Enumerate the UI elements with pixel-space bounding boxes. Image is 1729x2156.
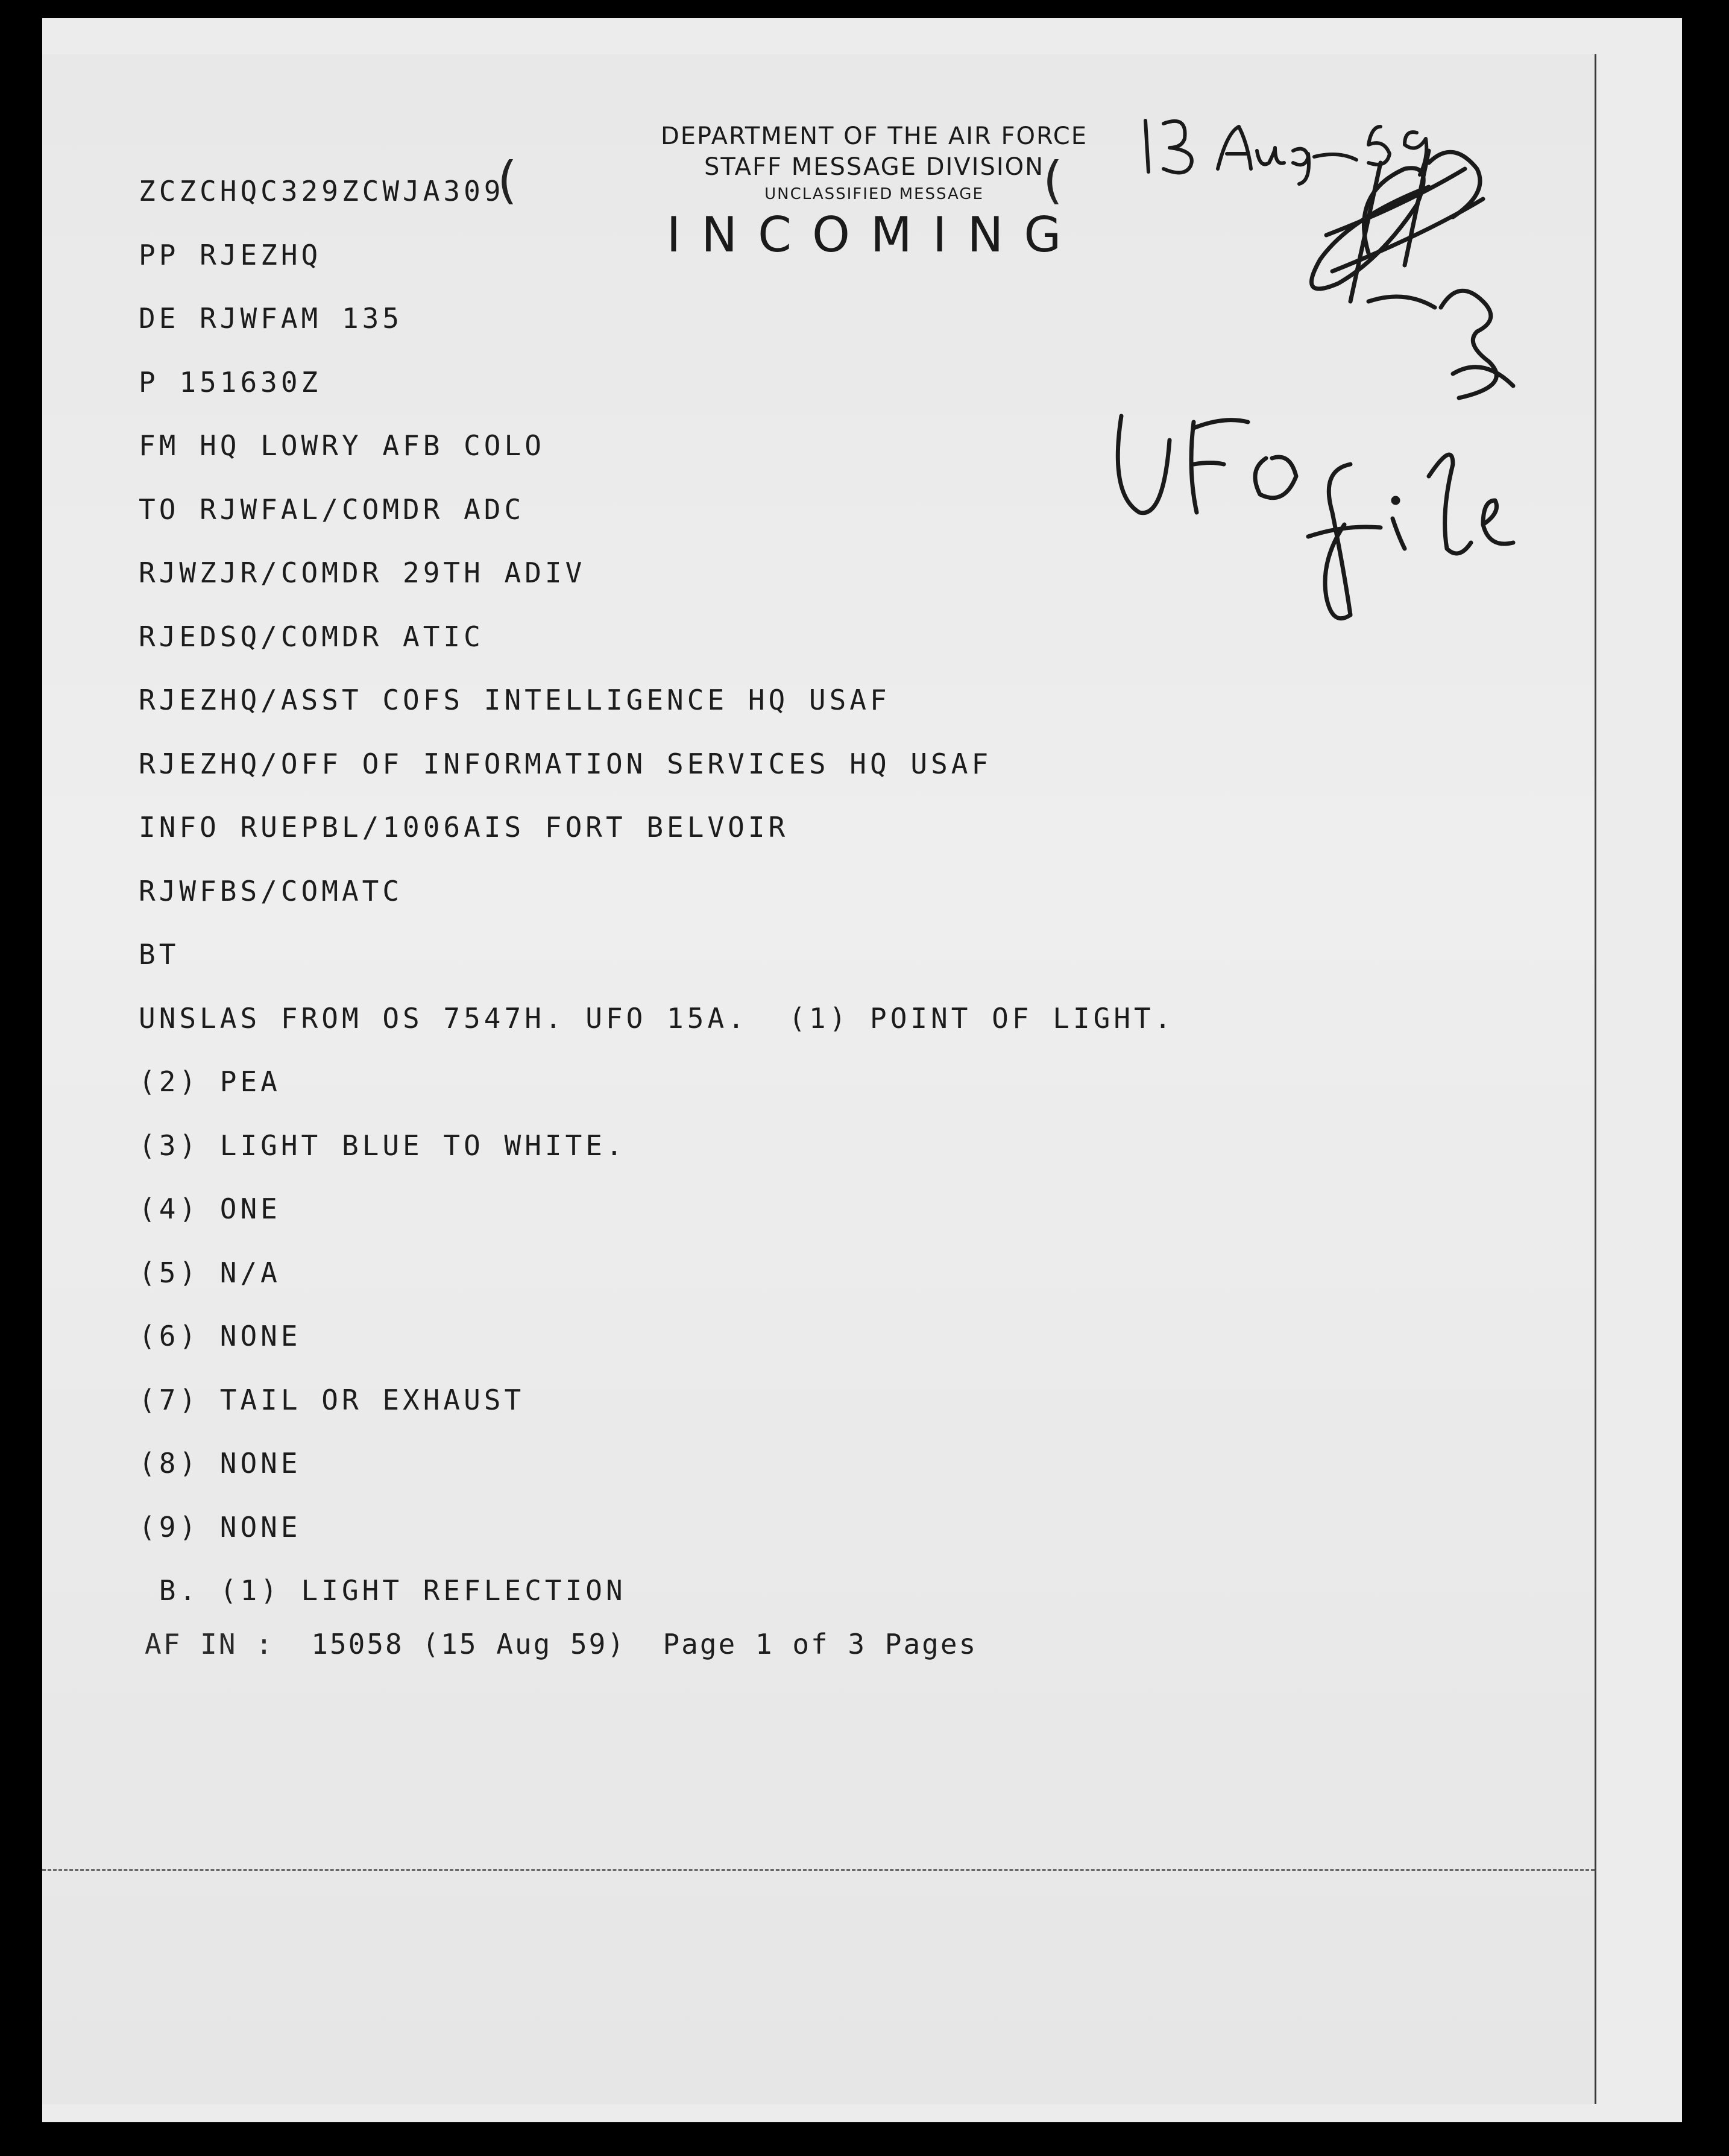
message-line: FM HQ LOWRY AFB COLO xyxy=(139,429,545,462)
scanned-sheet xyxy=(42,18,1682,2122)
message-line: DE RJWFAM 135 xyxy=(139,302,403,335)
message-line: BT xyxy=(139,938,180,971)
message-line: (8) NONE xyxy=(139,1447,301,1480)
direction-label: INCOMING xyxy=(666,207,1082,263)
message-body xyxy=(139,160,1174,1623)
department-title: DEPARTMENT OF THE AIR FORCE xyxy=(660,122,1088,150)
message-line: PP RJEZHQ xyxy=(139,238,322,271)
message-line: RJWFBS/COMATC xyxy=(139,874,403,907)
message-line: TO RJWFAL/COMDR ADC xyxy=(139,493,525,526)
message-line: RJEDSQ/COMDR ATIC xyxy=(139,620,484,653)
form-fold-line xyxy=(42,1869,1595,1871)
message-line: UNSLAS FROM OS 7547H. UFO 15A. (1) POINT OF LIGHT. xyxy=(139,1001,1175,1035)
handwritten-initials xyxy=(1311,151,1513,398)
message-line: P 151630Z xyxy=(139,365,322,399)
message-line: RJEZHQ/OFF OF INFORMATION SERVICES HQ USAF xyxy=(139,747,992,780)
handwritten-date xyxy=(1145,121,1426,184)
classification-label: UNCLASSIFIED MESSAGE xyxy=(764,185,984,203)
handwritten-annotations xyxy=(1067,102,1610,645)
af-in-number-and-page: 15058 (15 Aug 59) Page 1 of 3 Pages xyxy=(311,1628,978,1660)
af-in-label: AF IN : xyxy=(145,1628,274,1660)
message-line: (4) ONE xyxy=(139,1193,281,1225)
handwritten-ufo-note xyxy=(1118,416,1296,513)
message-line: (5) N/A xyxy=(139,1256,281,1289)
message-line: (2) PEA xyxy=(139,1065,281,1098)
message-line: (6) NONE xyxy=(139,1320,301,1352)
message-form xyxy=(42,54,1596,2104)
division-title: STAFF MESSAGE DIVISION xyxy=(704,153,1045,181)
right-bracket-mark: ( xyxy=(1043,151,1063,210)
message-line: (9) NONE xyxy=(139,1510,301,1543)
message-line: (3) LIGHT BLUE TO WHITE. xyxy=(139,1129,626,1162)
af-in-reference xyxy=(145,1628,977,1660)
message-line: ZCZCHQC329ZCWJA309 xyxy=(139,175,505,207)
message-line: (7) TAIL OR EXHAUST xyxy=(139,1383,525,1416)
handwritten-file-note xyxy=(1308,455,1513,619)
message-line: RJWZJR/COMDR 29TH ADIV xyxy=(139,556,586,589)
message-line: INFO RUEPBL/1006AIS FORT BELVOIR xyxy=(139,811,789,843)
message-line: B. (1) LIGHT REFLECTION xyxy=(139,1574,626,1607)
message-line: RJEZHQ/ASST COFS INTELLIGENCE HQ USAF xyxy=(139,684,890,716)
left-bracket-mark: ( xyxy=(497,151,517,210)
